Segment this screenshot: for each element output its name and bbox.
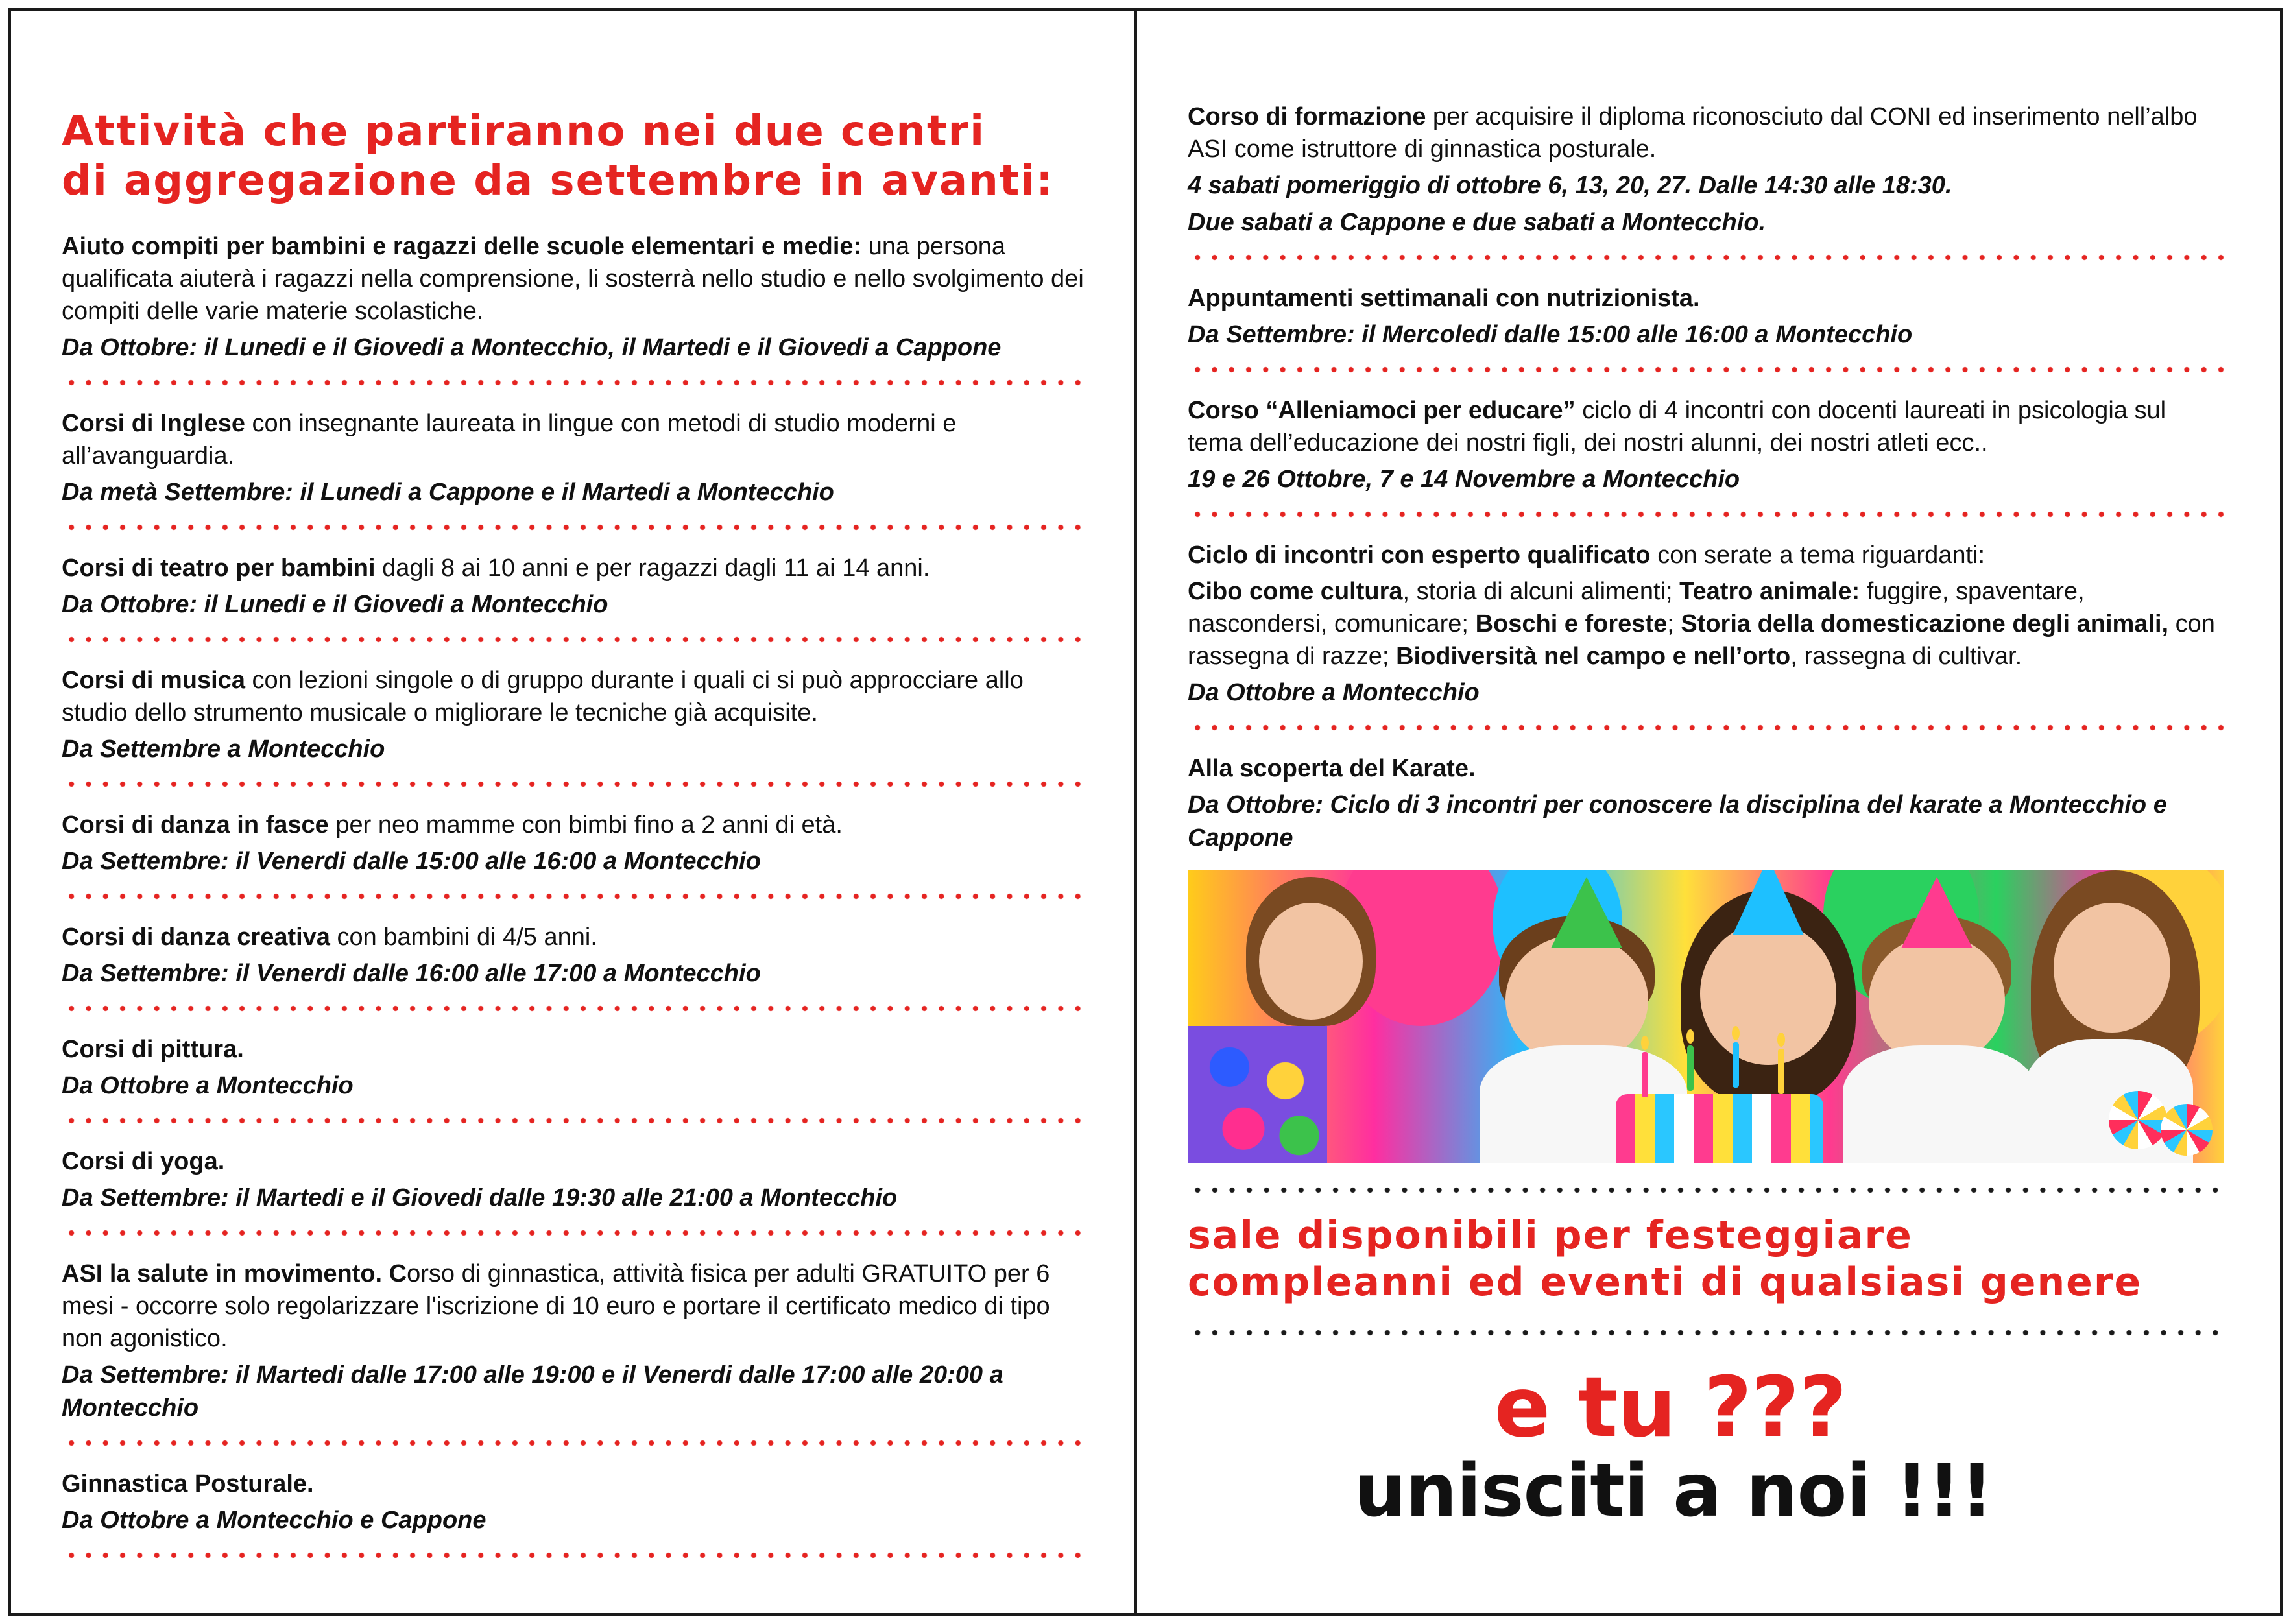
activity-text: con insegnante laureata in lingue con metodi di studio moderni e all’avanguardia. [62,410,957,470]
child-shirt [1843,1045,2037,1163]
activity-title: Corsi di danza in fasce [62,811,329,839]
activity-title: Appuntamenti settimanali con nutrizionista. [1188,285,1700,312]
birthday-cake [1616,1094,1823,1163]
activity-homework-help [62,230,1088,364]
activity-music [62,664,1088,766]
activity-schedule: 19 e 26 Ottobre, 7 e 14 Novembre a Montecchio [1188,466,1740,493]
flower-bouquet [1188,1026,1327,1163]
activity-english [62,407,1088,509]
lollipop-shape [2109,1091,2167,1149]
activity-schedule: Da Settembre: il Venerdi dalle 16:00 alle 17:00 a Montecchio [62,960,761,987]
activity-schedule: 4 sabati pomeriggio di ottobre 6, 13, 20, 27. Dalle 14:30 alle 18:30. [1188,172,1952,199]
activity-title: Corsi di pittura. [62,1036,244,1063]
activity-painting [62,1033,1088,1103]
topic-title: Biodiversità nel campo e nell’orto [1396,643,1791,670]
topic-text: ; [1667,610,1681,638]
cta-join-us: unisciti a noi !!! [1354,1449,1993,1533]
red-dotted-divider [1188,509,2224,519]
topic-title: Boschi e foreste [1475,610,1668,638]
activity-schedule: Da Settembre: il Mercoledi dalle 15:00 alle 16:00 a Montecchio [1188,321,1913,348]
activity-schedule: Da Ottobre a Montecchio e Cappone [62,1507,486,1534]
topic-text: fuggire, spaventare, nascondersi, comunicare; [1188,578,2085,638]
black-dotted-divider [1188,1185,2224,1195]
offer-line: sale disponibili per festeggiare [1188,1213,1913,1258]
child-face [1700,922,1836,1065]
activity-creative-dance [62,921,1088,990]
offer-line: compleanni ed eventi di qualsiasi genere [1188,1260,2142,1305]
topic-title: Storia della domesticazione degli animali, [1681,610,2169,638]
red-dotted-divider [1188,252,2224,263]
activity-schedule: Da Ottobre: il Lunedi e il Giovedi a Montecchio [62,591,608,618]
flyer-spread [8,8,2283,1616]
red-dotted-divider [62,522,1088,532]
activity-schedule: Da Ottobre: Ciclo di 3 incontri per conoscere la disciplina del karate a Montecchio e Cappone [1188,791,2167,852]
page-headline [62,107,1088,206]
activity-title: Aiuto compiti per bambini e ragazzi delle scuole elementari e medie: [62,233,862,260]
activity-nutritionist [1188,282,2224,352]
activity-postural-gym [62,1468,1088,1537]
activity-schedule: Da metà Settembre: il Lunedi a Cappone e il Martedi a Montecchio [62,479,834,506]
flame-shape [1777,1033,1785,1047]
topic-text: , rassegna di cultivar. [1790,643,2022,670]
topic-text: , storia di alcuni alimenti; [1402,578,1680,605]
activity-schedule: Da Settembre: il Martedi dalle 17:00 alle 19:00 e il Venerdi dalle 17:00 alle 20:00 a Montecchio [62,1361,1003,1422]
venue-offer [1188,1195,2224,1328]
child-face [1259,903,1363,1020]
candle-shape [1642,1052,1648,1097]
red-dotted-divider [62,779,1088,789]
activity-text: dagli 8 ai 10 anni e per ragazzi dagli 11 ai 14 anni. [375,555,930,582]
right-page [1137,11,2280,1613]
headline-line: Attività che partiranno nei due centri [62,108,986,156]
activity-title: Alla scoperta del Karate. [1188,755,1476,782]
activity-schedule: Da Ottobre a Montecchio [1188,679,1480,706]
candle-shape [1778,1049,1784,1094]
party-hat [1733,870,1804,935]
activity-schedule: Da Settembre a Montecchio [62,735,385,763]
topic-title: Cibo come cultura [1188,578,1403,605]
red-dotted-divider [1188,722,2224,733]
activity-expert-meetings [1188,539,2224,710]
red-dotted-divider [62,634,1088,645]
activity-title: Ginnastica Posturale. [62,1470,314,1498]
red-dotted-divider [62,891,1088,902]
activity-schedule: Da Ottobre: il Lunedi e il Giovedi a Montecchio, il Martedi e il Giovedi a Cappone [62,334,1002,361]
candle-shape [1687,1045,1694,1091]
activity-title: Ciclo di incontri con esperto qualificato [1188,542,1651,569]
red-dotted-divider [62,1438,1088,1448]
flame-shape [1641,1036,1649,1050]
red-dotted-divider [1188,364,2224,375]
birthday-party-photo [1188,870,2224,1163]
topic-text: con rassegna di razze; [1188,610,2215,670]
activity-title: Corsi di teatro per bambini [62,555,376,582]
activity-title: Corso “Alleniamoci per educare” [1188,397,1576,424]
headline-line: di aggregazione da settembre in avanti: [62,157,1054,205]
child-face [2054,903,2170,1033]
activity-text: una persona qualificata aiuterà i ragazzi nella comprensione, li sosterrà nello studio e nello svolgimento dei compiti delle varie materie scolastiche. [62,233,1084,325]
activity-schedule-secondary: Due sabati a Cappone e due sabati a Montecchio. [1188,209,1766,236]
activity-text: con bambini di 4/5 anni. [330,924,597,951]
activity-text: con lezioni singole o di gruppo durante i quali ci si può approcciare allo studio dello strumento musicale o migliorare le tecniche già acquisite. [62,667,1024,726]
party-hat [1551,877,1622,948]
topic-title: Teatro animale: [1679,578,1860,605]
activity-text: per neo mamme con bimbi fino a 2 anni di età. [328,811,843,839]
activity-title: Corsi di yoga. [62,1148,225,1175]
lollipop-shape [2161,1104,2213,1156]
activity-karate [1188,752,2224,855]
activity-educate-course [1188,394,2224,496]
activity-schedule: Da Ottobre a Montecchio [62,1072,354,1099]
activity-asi-health [62,1258,1088,1425]
activity-title: ASI la salute in movimento. C [62,1260,407,1287]
activity-theatre [62,552,1088,621]
red-dotted-divider [62,1550,1088,1560]
activity-yoga [62,1145,1088,1215]
meeting-topics [1188,575,2224,673]
activity-text: per acquisire il diploma riconosciuto dal CONI ed inserimento nell’albo ASI come istruttore di ginnastica posturale. [1188,103,2198,163]
red-dotted-divider [62,1228,1088,1238]
activity-training-course [1188,101,2224,239]
candle-shape [1733,1042,1739,1088]
activity-text: ciclo di 4 incontri con docenti laureati in psicologia sul tema dell’educazione dei nostri figli, dei nostri alunni, dei nostri atleti ecc.. [1188,397,2166,457]
black-dotted-divider [1188,1328,2224,1338]
party-hat [1901,877,1973,948]
activity-text: orso di ginnastica, attività fisica per adulti GRATUITO per 6 mesi - occorre solo regolarizzare l'iscrizione di 10 euro e portare il certificato medico di tipo non agonistico. [62,1260,1050,1352]
red-dotted-divider [62,1116,1088,1126]
cta-question: e tu ??? [1494,1359,1847,1456]
activity-baby-dance [62,809,1088,878]
flame-shape [1686,1029,1694,1044]
activity-schedule: Da Settembre: il Venerdi dalle 15:00 alle 16:00 a Montecchio [62,848,761,875]
activity-title: Corso di formazione [1188,103,1426,130]
activity-schedule: Da Settembre: il Martedi e il Giovedi dalle 19:30 alle 21:00 a Montecchio [62,1184,898,1212]
left-page [11,11,1137,1613]
activity-text: con serate a tema riguardanti: [1650,542,1985,569]
activity-title: Corsi di musica [62,667,245,694]
activity-title: Corsi di danza creativa [62,924,330,951]
activity-title: Corsi di Inglese [62,410,245,437]
red-dotted-divider [62,377,1088,388]
red-dotted-divider [62,1003,1088,1014]
flame-shape [1732,1026,1740,1040]
